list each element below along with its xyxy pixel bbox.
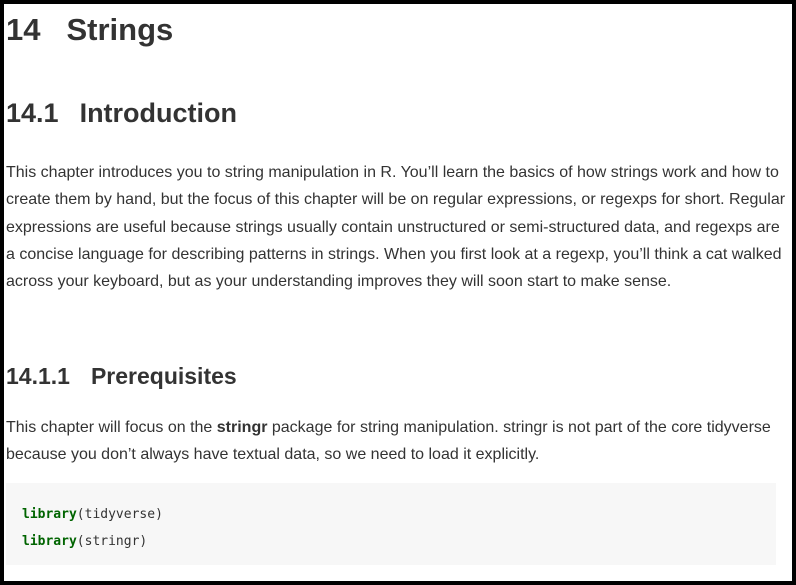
section-title: Introduction	[79, 98, 238, 128]
prerequisites-paragraph	[6, 414, 786, 469]
chapter-heading	[6, 8, 173, 52]
package-name: stringr	[216, 419, 268, 436]
subsection-title: Prerequisites	[90, 363, 237, 389]
section-number: 14.1	[6, 98, 59, 128]
code-line	[22, 528, 776, 555]
code-block	[6, 483, 776, 565]
subsection-number: 14.1.1	[6, 363, 70, 389]
code-function: library	[22, 507, 77, 522]
prerequisites-text-start: This chapter will focus on the	[6, 419, 217, 436]
prerequisites-text-end: package for string manipulation. stringr is not part of the core tidyverse because you don’t always have textual data, so we need to load it explicitly.	[6, 419, 771, 464]
chapter-title: Strings	[66, 12, 174, 47]
code-line	[22, 501, 776, 528]
chapter-number: 14	[6, 12, 41, 47]
code-arguments: (stringr)	[76, 534, 148, 549]
code-arguments: (tidyverse)	[76, 507, 163, 522]
subsection-heading	[6, 359, 237, 393]
intro-paragraph: This chapter introduces you to string manipulation in R. You’ll learn the basics of how strings work and how to create them by hand, but the focus of this chapter will be on regular expressions, or regexps for short. Regular expressions are useful because strings usually contain unstructured or semi-structured data, and regexps are a concise language for describing patterns in strings. When you first look at a regexp, you’ll think a cat walked across your keyboard, but as your understanding improves they will soon start to make sense.	[6, 164, 786, 291]
code-function: library	[22, 534, 77, 549]
section-heading	[6, 93, 237, 133]
